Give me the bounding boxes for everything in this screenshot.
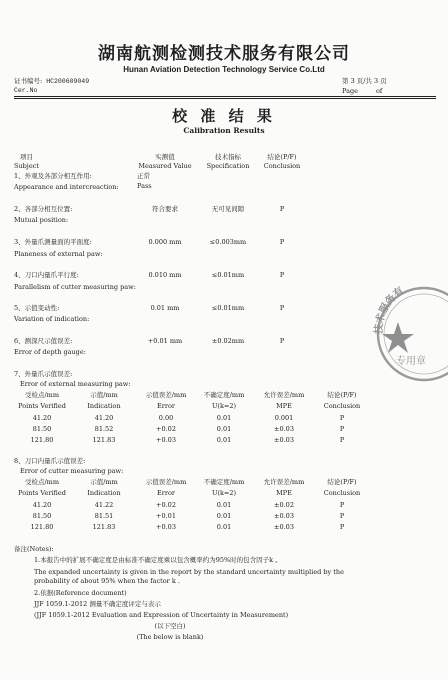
- note-2: 2.依据(Reference document): [34, 589, 127, 597]
- note-1-en-line1: The expanded uncertainty is given in the report by the standard uncertainty multiplied by the: [34, 568, 344, 576]
- table-header-cn-1: 示值/mm: [90, 478, 118, 486]
- table-header-en-2: Error: [157, 489, 175, 497]
- header-rule-bottom: [14, 98, 436, 99]
- table-cell: 0.01: [216, 523, 232, 531]
- company-seal: [368, 272, 448, 390]
- section-title-en: Error of cutter measuring paw:: [20, 467, 124, 475]
- item-value: 正常: [137, 172, 150, 180]
- table-cell: P: [339, 523, 345, 531]
- table-header-cn-0: 受检点/mm: [24, 478, 60, 486]
- table-cell: 0.01: [216, 501, 232, 509]
- item-title-en: Mutual position:: [14, 216, 69, 224]
- item-title-en: Error of depth gauge:: [14, 348, 86, 356]
- table-header-cn-1: 示值/mm: [90, 391, 118, 399]
- results-title-cn: 校 准 结 果: [172, 107, 276, 125]
- results-title-en: Calibration Results: [183, 126, 265, 135]
- table-header-en-5: Conclusion: [323, 402, 361, 410]
- note-2-en: (JJF 1059.1-2012 Evaluation and Expression of Uncertainty in Measurement): [34, 611, 289, 619]
- table-cell: 0.01: [216, 512, 232, 520]
- seal-bottom-text: 专用章: [396, 356, 426, 367]
- cert-number-value: HC200609049: [46, 78, 90, 85]
- table-header-en-4: MPE: [276, 402, 292, 410]
- item-title-cn: 3、外量爪测量面的平面度:: [14, 238, 92, 246]
- table-cell: P: [339, 436, 345, 444]
- item-title-cn: 6、测深尺示值误差:: [14, 337, 73, 345]
- table-cell: P: [339, 512, 345, 520]
- table-header-en-1: Indication: [87, 402, 121, 410]
- item-result: P: [279, 271, 285, 279]
- item-title-cn: 1、外观及各部分相互作用:: [14, 172, 92, 180]
- table-header-cn-4: 允许误差/mm: [263, 478, 305, 486]
- table-header-cn-5: 结论(P/F): [327, 391, 357, 399]
- table-cell: ±0.02: [274, 501, 294, 509]
- item-result: P: [279, 205, 285, 213]
- table-cell: 0.01: [216, 414, 232, 422]
- table-header-cn-2: 示值误差/mm: [145, 478, 187, 486]
- table-cell: 81.51: [94, 512, 114, 520]
- table-cell: 41.20: [32, 414, 52, 422]
- item-result: P: [279, 238, 285, 246]
- col-measured-en: Measured Value: [138, 162, 192, 170]
- seal-arc-text: 技术服务有: [373, 285, 406, 335]
- table-cell: 0.01: [216, 436, 232, 444]
- item-spec: ±0.02mm: [211, 337, 245, 345]
- item-value: +0.01 mm: [147, 337, 183, 345]
- table-cell: +0.03: [156, 523, 176, 531]
- table-cell: P: [339, 414, 345, 422]
- table-cell: 81.50: [32, 425, 52, 433]
- table-cell: P: [339, 501, 345, 509]
- table-cell: 81.52: [94, 425, 114, 433]
- table-cell: 81.50: [32, 512, 52, 520]
- table-cell: 0.00: [158, 414, 174, 422]
- table-cell: +0.02: [156, 425, 176, 433]
- table-cell: P: [339, 425, 345, 433]
- section-title-cn: 7、外量爪示值误差:: [14, 370, 73, 378]
- item-value: 0.000 mm: [148, 238, 182, 246]
- blank-note-cn: (以下空白): [154, 622, 186, 630]
- table-header-en-3: U(k=2): [211, 402, 237, 410]
- item-title-en: Appearance and intercreaction:: [14, 183, 119, 191]
- item-spec: 无可见间隙: [211, 205, 245, 213]
- header-rule-top: [14, 96, 436, 97]
- page-number-cn: 第 3 页/共 3 页: [342, 77, 387, 85]
- notes-heading: 备注(Notes):: [14, 545, 54, 553]
- item-title-en: Parallelism of cutter measuring paw:: [14, 283, 136, 291]
- table-cell: 121.80: [30, 436, 54, 444]
- company-name-cn: 湖南航测检测技术服务有限公司: [98, 44, 350, 64]
- note-2-cn: JJF 1059.1-2012 测量不确定度评定与表示: [34, 600, 161, 608]
- item-spec: ≤0.01mm: [211, 271, 245, 279]
- section-title-en: Error of external measuring paw:: [20, 380, 131, 388]
- item-value-en: Pass: [137, 182, 152, 190]
- item-title-en: Variation of indication:: [14, 315, 90, 323]
- table-header-en-5: Conclusion: [323, 489, 361, 497]
- table-cell: 0.001: [274, 414, 294, 422]
- item-result: P: [279, 337, 285, 345]
- item-title-cn: 5、示值变动性:: [14, 304, 60, 312]
- cert-label-en: Cer.No: [14, 87, 38, 94]
- table-cell: 41.22: [94, 501, 114, 509]
- item-spec: ≤0.01mm: [211, 304, 245, 312]
- item-value: 符合要求: [152, 205, 178, 213]
- table-cell: 0.01: [216, 425, 232, 433]
- col-measured-cn: 实测值: [155, 153, 175, 161]
- table-header-cn-3: 不确定度/mm: [203, 391, 245, 399]
- table-cell: ±0.03: [274, 425, 294, 433]
- table-header-cn-3: 不确定度/mm: [203, 478, 245, 486]
- item-value: 0.010 mm: [148, 271, 182, 279]
- table-header-cn-4: 允许误差/mm: [263, 391, 305, 399]
- table-cell: 41.20: [32, 501, 52, 509]
- table-header-en-0: Points Verified: [18, 489, 66, 497]
- item-value: 0.01 mm: [150, 304, 180, 312]
- item-title-cn: 4、刀口内量爪平行度:: [14, 271, 79, 279]
- cert-number-label: 证书编号: HC200609049: [14, 77, 90, 85]
- section-title-cn: 8、刀口内量爪示值误差:: [14, 457, 86, 465]
- table-header-cn-0: 受检点/mm: [24, 391, 60, 399]
- item-spec: ≤0.003mm: [209, 238, 247, 246]
- table-cell: ±0.03: [274, 436, 294, 444]
- table-cell: 121.83: [92, 523, 116, 531]
- table-header-en-4: MPE: [276, 489, 292, 497]
- col-spec-cn: 技术指标: [215, 153, 241, 161]
- table-cell: ±0.03: [274, 523, 294, 531]
- col-item-en: Subject: [14, 162, 39, 170]
- note-1-cn: 1.本报告中的扩展不确定度是由标准不确定度乘以包含概率约为95%时的包含因子k 。: [34, 556, 282, 564]
- blank-note-en: (The below is blank): [136, 633, 204, 641]
- item-title-en: Planeness of external paw:: [14, 250, 103, 258]
- note-1-en-line2: probability of about 95% when the factor k .: [34, 577, 180, 585]
- item-result: P: [279, 304, 285, 312]
- col-conclusion-cn: 结论(P/F): [267, 153, 297, 161]
- table-cell: +0.01: [156, 512, 176, 520]
- table-header-en-1: Indication: [87, 489, 121, 497]
- table-cell: 121.80: [30, 523, 54, 531]
- table-header-cn-5: 结论(P/F): [327, 478, 357, 486]
- table-cell: +0.03: [156, 436, 176, 444]
- table-header-en-2: Error: [157, 402, 175, 410]
- item-title-cn: 2、各部分相互位置:: [14, 205, 73, 213]
- table-cell: +0.02: [156, 501, 176, 509]
- company-name-en: Hunan Aviation Detection Technology Service Co.Ltd: [123, 65, 325, 74]
- table-cell: 121.83: [92, 436, 116, 444]
- col-spec-en: Specification: [206, 162, 250, 170]
- table-header-en-0: Points Verified: [18, 402, 66, 410]
- table-header-cn-2: 示值误差/mm: [145, 391, 187, 399]
- page-number-en: Page of: [342, 87, 383, 95]
- col-conclusion-en: Conclusion: [263, 162, 301, 170]
- col-item-cn: 项目: [20, 153, 33, 161]
- table-cell: 41.20: [94, 414, 114, 422]
- table-cell: ±0.03: [274, 512, 294, 520]
- table-header-en-3: U(k=2): [211, 489, 237, 497]
